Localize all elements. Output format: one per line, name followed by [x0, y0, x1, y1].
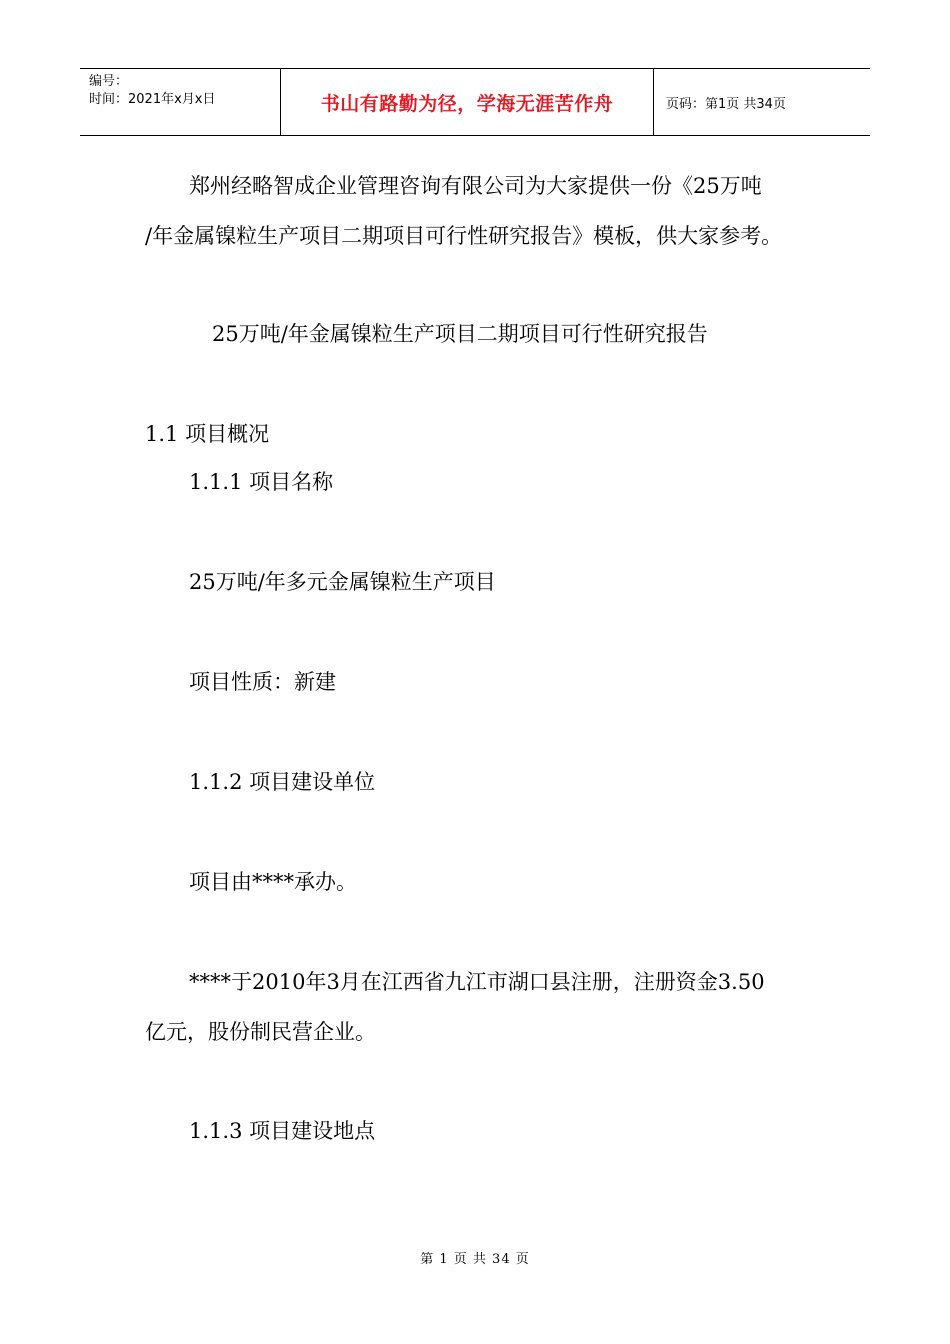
header-page-info: 页码：第1页 共34页: [666, 96, 786, 112]
section-heading-1-1-3: 1.1.3 项目建设地点: [189, 1119, 376, 1143]
document-header: [80, 68, 870, 136]
intro-line-1: 郑州经略智成企业管理咨询有限公司为大家提供一份《25万吨: [189, 174, 762, 198]
section-heading-1-1-2: 1.1.2 项目建设单位: [189, 770, 376, 794]
document-number-label: 编号：: [89, 74, 129, 89]
section-heading-1-1-1: 1.1.1 项目名称: [189, 470, 334, 494]
organizer-text: 项目由****承办。: [189, 870, 357, 894]
header-page-cell: [654, 69, 870, 135]
header-motto-cell: [281, 69, 654, 135]
page-footer: 第 1 页 共 34 页: [420, 1252, 530, 1267]
document-date-label: 时间：2021年x月x日: [89, 92, 216, 107]
project-name-text: 25万吨/年多元金属镍粒生产项目: [189, 570, 496, 594]
intro-line-2: /年金属镍粒生产项目二期项目可行性研究报告》模板，供大家参考。: [145, 224, 783, 248]
section-heading-1-1: 1.1 项目概况: [145, 422, 270, 446]
project-nature-text: 项目性质：新建: [189, 670, 336, 694]
company-info-line-1: ****于2010年3月在江西省九江市湖口县注册，注册资金3.50: [189, 970, 765, 994]
header-meta-cell: [80, 69, 281, 135]
report-title: 25万吨/年金属镍粒生产项目二期项目可行性研究报告: [212, 322, 708, 346]
header-motto: 书山有路勤为径，学海无涯苦作舟: [320, 92, 614, 115]
company-info-line-2: 亿元，股份制民营企业。: [145, 1020, 376, 1044]
